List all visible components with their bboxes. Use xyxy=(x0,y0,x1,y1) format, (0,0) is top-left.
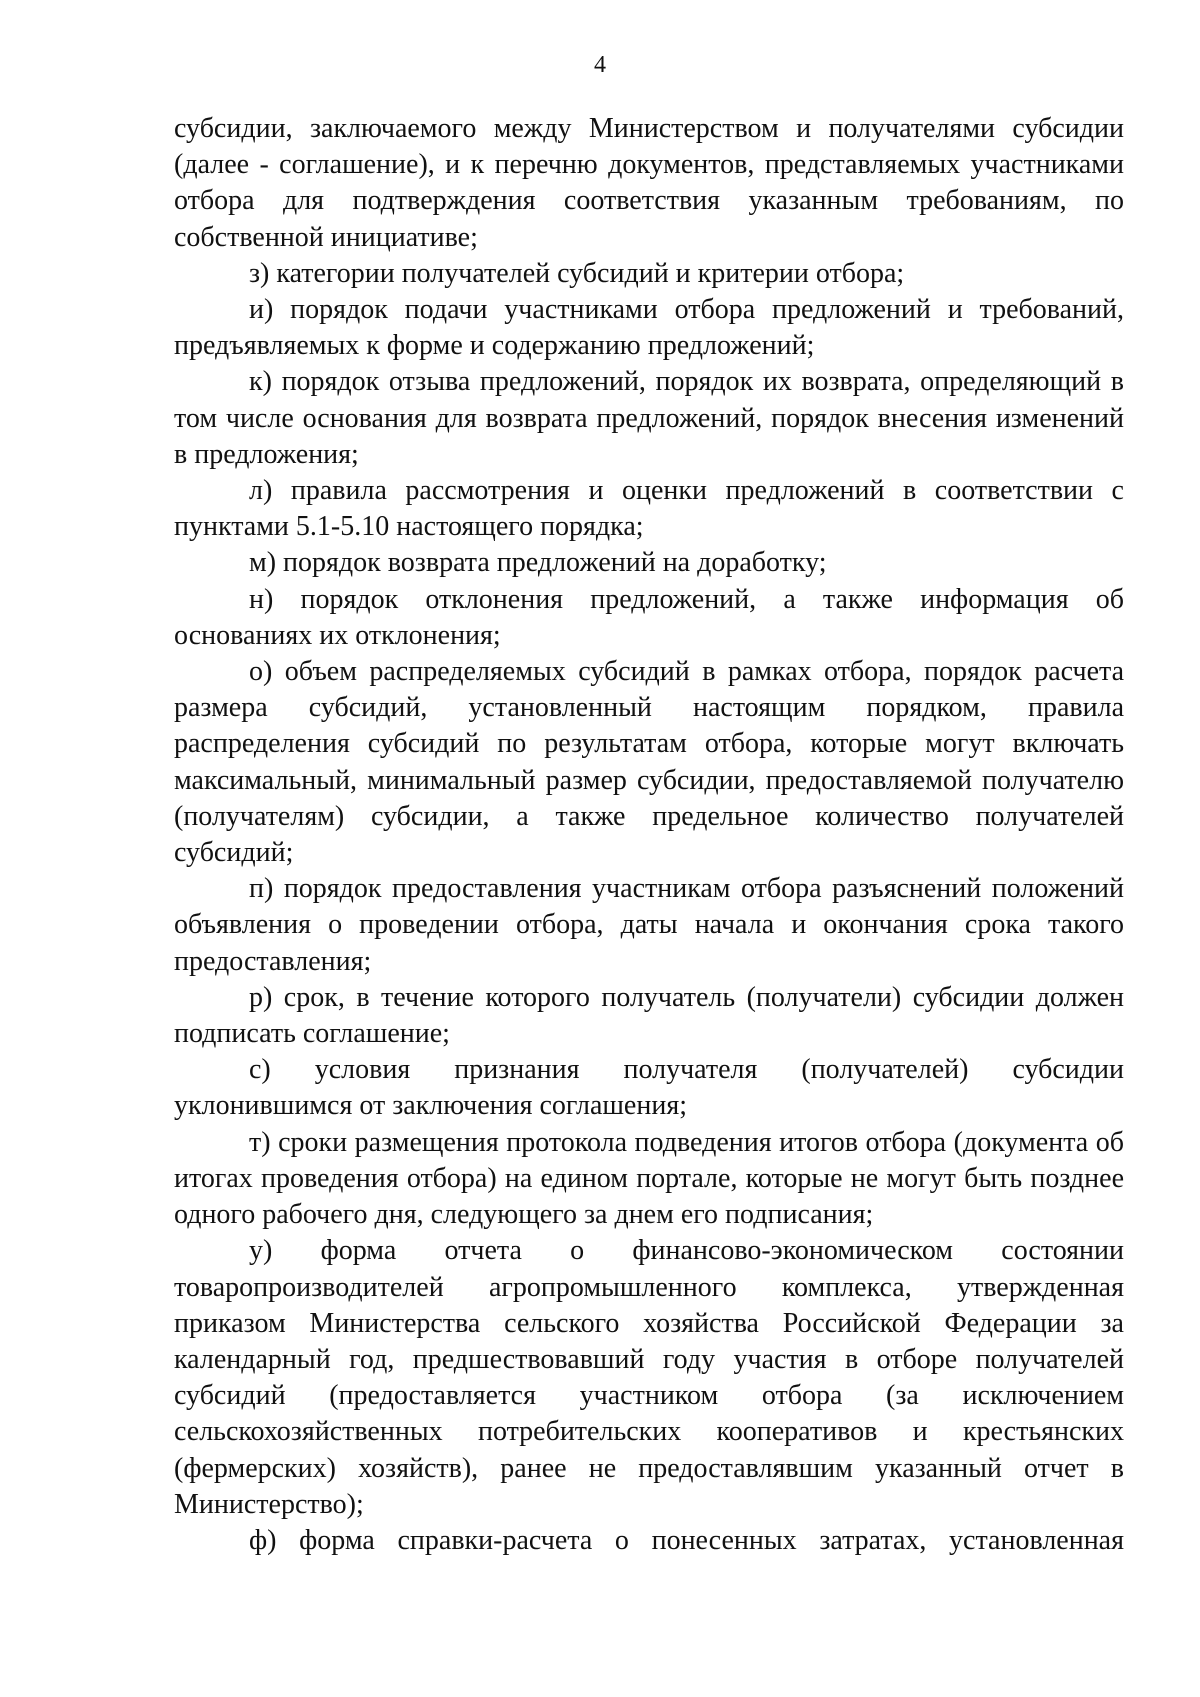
paragraph-continuation: субсидии, заключаемого между Министерством и получателями субсидии (далее - соглашение), и к перечню документов, представляемых участниками отбора для подтверждения соответствия указанным требованиям, по собственной инициативе; xyxy=(174,113,1124,253)
list-item-s: с) условия признания получателя (получателей) субсидии уклонившимся от заключения соглашения; xyxy=(174,1054,1124,1122)
document-body xyxy=(174,111,1124,1559)
list-item-k: к) порядок отзыва предложений, порядок их возврата, определяющий в том числе основания для возврата предложений, порядок внесения изменений в предложения; xyxy=(174,366,1124,470)
list-item-r: р) срок, в течение которого получатель (получатели) субсидии должен подписать соглашение; xyxy=(174,981,1124,1050)
list-item-f: ф) форма справки-расчета о понесенных затратах, установленная xyxy=(249,1524,1124,1556)
list-item-u: у) форма отчета о финансово-экономическом состоянии товаропроизводителей агропромышленного комплекса, утвержденная приказом Министерства сельского хозяйства Российской Федерации за календарный год, предшествовавший году участия в отборе получателей субсидий (предоставляется участником отбора (за исключением сельскохозяйственных потребительских кооперативов и крестьянских (фермерских) хозяйств), ранее не предоставлявшим указанный отчет в Министерство); xyxy=(174,1235,1124,1520)
list-item-z: з) категории получателей субсидий и критерии отбора; xyxy=(249,257,905,289)
list-item-t: т) сроки размещения протокола подведения итогов отбора (документа об итогах проведения отбора) на едином портале, которые не могут быть позднее одного рабочего дня, следующего за днем его подписания; xyxy=(174,1126,1124,1231)
list-item-i: и) порядок подачи участниками отбора предложений и требований, предъявляемых к форме и содержанию предложений; xyxy=(174,294,1124,362)
page-number: 4 xyxy=(594,52,606,78)
list-item-l: л) правила рассмотрения и оценки предложений в соответствии с пунктами 5.1-5.10 настоящего порядка; xyxy=(174,475,1124,543)
list-item-p: п) порядок предоставления участникам отбора разъяснений положений объявления о проведении отбора, даты начала и окончания срока такого предоставления; xyxy=(174,873,1124,977)
list-item-n: н) порядок отклонения предложений, а также информация об основаниях их отклонения; xyxy=(174,583,1124,651)
list-item-m: м) порядок возврата предложений на доработку; xyxy=(249,547,827,579)
list-item-o: о) объем распределяемых субсидий в рамках отбора, порядок расчета размера субсидий, установленный настоящим порядком, правила распределения субсидий по результатам отбора, которые могут включать максимальный, минимальный размер субсидии, предоставляемой получателю (получателям) субсидии, а также предельное количество получателей субсидий; xyxy=(174,656,1124,869)
